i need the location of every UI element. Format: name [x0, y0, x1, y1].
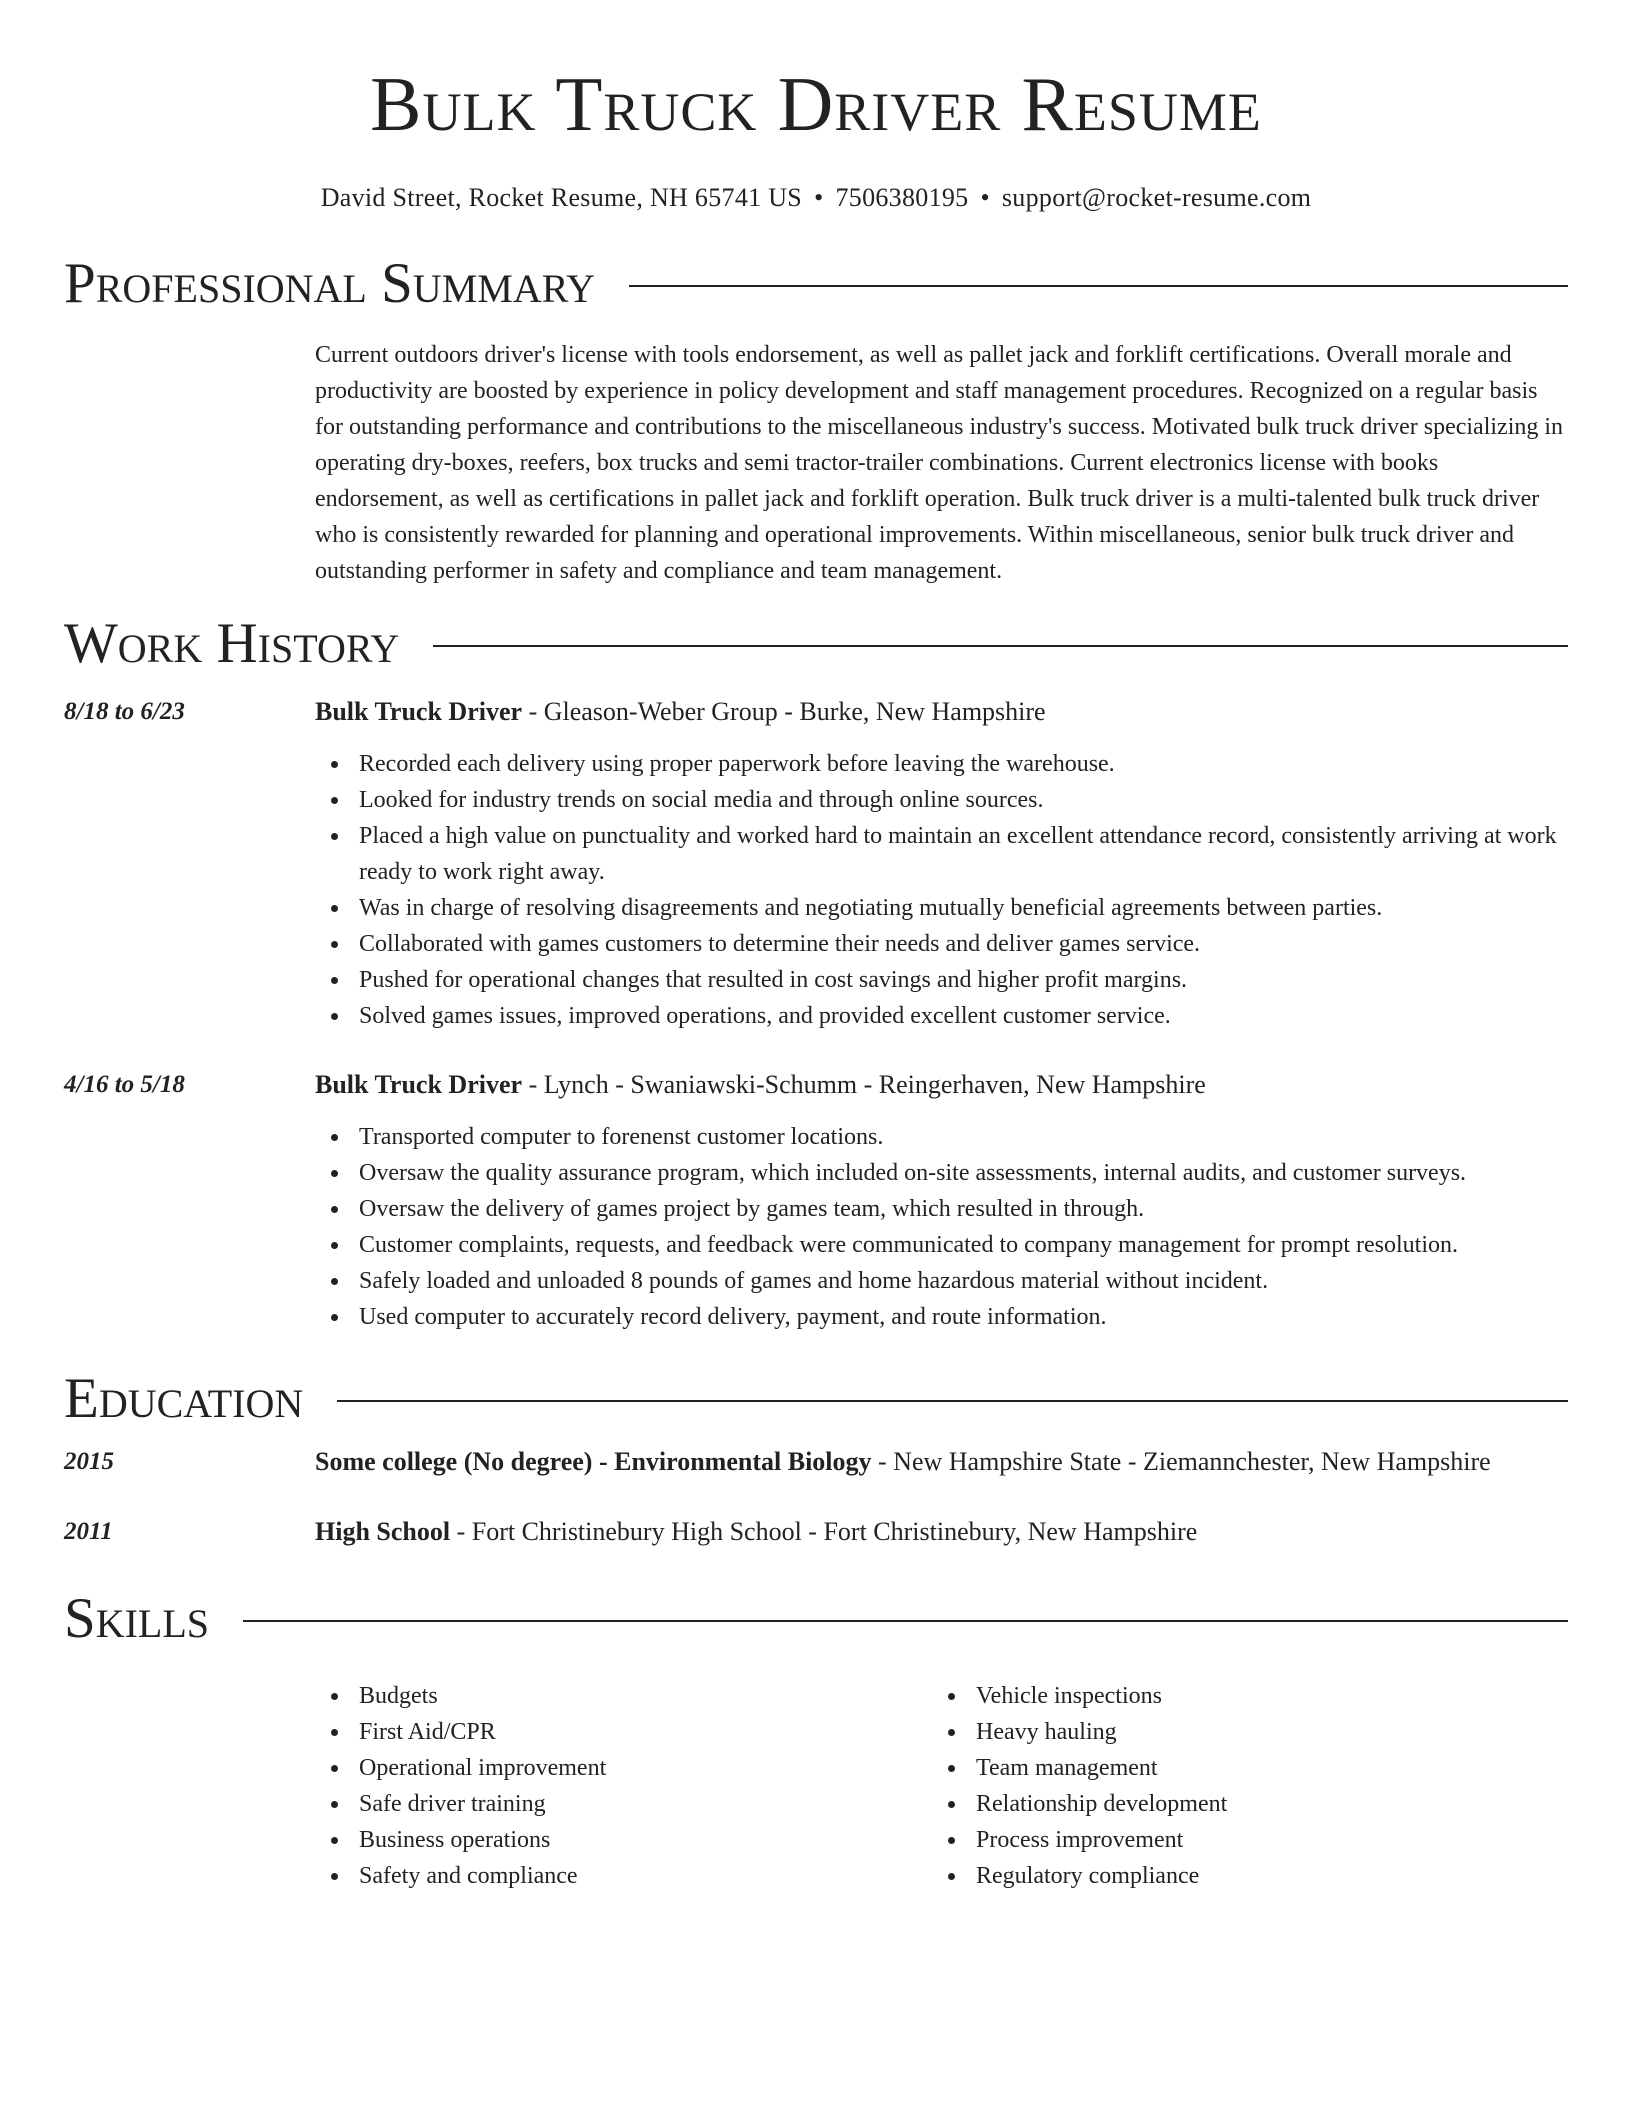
education-heading [315, 1444, 1568, 1480]
contact-phone: 7506380195 [835, 183, 969, 212]
summary-text: Current outdoors driver's license with tools endorsement, as well as pallet jack and forklift certifications. Overall morale and productivity are boosted by experience in policy development and staff management procedures. Recognized on a regular basis for outstanding performance and contributions to the miscellaneous industry's success. Motivated bulk truck driver specializing in operating dry-boxes, reefers, box trucks and semi tractor-trailer combinations. Current electronics license with books endorsement, as well as certifications in pallet jack and forklift operation. Bulk truck driver is a multi-talented bulk truck driver who is consistently rewarded for planning and operational improvements. Within miscellaneous, senior bulk truck driver and outstanding performer in safety and compliance and team management. [315, 342, 1564, 584]
contact-separator: • [814, 183, 824, 212]
list-item: Safely loaded and unloaded 8 pounds of games and home hazardous material without incident. [359, 1263, 1568, 1299]
summary-block [315, 337, 1568, 589]
job-heading [315, 1067, 1568, 1103]
section-divider [243, 1620, 1568, 1622]
list-item: Customer complaints, requests, and feedback were communicated to company management for prompt resolution. [359, 1227, 1568, 1263]
skills-list [315, 1678, 915, 1894]
list-item: Used computer to accurately record delivery, payment, and route information. [359, 1299, 1568, 1335]
skill-item: Budgets [359, 1678, 915, 1714]
list-item: Oversaw the quality assurance program, which included on-site assessments, internal audits, and customer surveys. [359, 1155, 1568, 1191]
skill-item: Operational improvement [359, 1750, 915, 1786]
contact-line [0, 182, 1632, 214]
education-entry [315, 1444, 1568, 1480]
education-heading [315, 1514, 1568, 1550]
list-item: Oversaw the delivery of games project by games team, which resulted in through. [359, 1191, 1568, 1227]
contact-address: David Street, Rocket Resume, NH 65741 US [320, 183, 803, 212]
skill-item: Regulatory compliance [976, 1858, 1532, 1894]
section-title-summary: Professional Summary [64, 252, 596, 315]
skills-column-right [932, 1678, 1532, 1894]
list-item: Was in charge of resolving disagreements and negotiating mutually beneficial agreements between parties. [359, 890, 1568, 926]
list-item: Looked for industry trends on social media and through online sources. [359, 782, 1568, 818]
skill-item: First Aid/CPR [359, 1714, 915, 1750]
skills-list [932, 1678, 1532, 1894]
job-dates: 8/18 to 6/23 [64, 698, 185, 725]
job-title: Bulk Truck Driver [315, 697, 523, 726]
job-bullets [315, 1119, 1568, 1335]
list-item: Transported computer to forenenst customer locations. [359, 1119, 1568, 1155]
skill-item: Relationship development [976, 1786, 1532, 1822]
section-divider [433, 645, 1568, 647]
skill-item: Safety and compliance [359, 1858, 915, 1894]
job-bullets [315, 746, 1568, 1034]
job-entry [315, 694, 1568, 1034]
education-details: - New Hampshire State - Ziemannchester, New Hampshire [871, 1447, 1491, 1476]
contact-email: support@rocket-resume.com [1001, 183, 1312, 212]
education-degree: High School [315, 1517, 451, 1546]
job-dates: 4/16 to 5/18 [64, 1071, 185, 1098]
work-section-header [64, 611, 1568, 677]
list-item: Pushed for operational changes that resulted in cost savings and higher profit margins. [359, 962, 1568, 998]
education-degree: Some college (No degree) - Environmental Biology [315, 1447, 872, 1476]
education-year: 2015 [64, 1448, 114, 1475]
skills-section-header [64, 1586, 1568, 1652]
job-title: Bulk Truck Driver [315, 1070, 523, 1099]
section-title-education: Education [64, 1367, 304, 1430]
job-details: - Lynch - Swaniawski-Schumm - Reingerhaven, New Hampshire [522, 1070, 1206, 1099]
section-divider [629, 285, 1568, 287]
education-section-header [64, 1366, 1568, 1432]
education-entry [315, 1514, 1568, 1550]
skills-column-left [315, 1678, 915, 1894]
list-item: Solved games issues, improved operations, and provided excellent customer service. [359, 998, 1568, 1034]
job-entry [315, 1067, 1568, 1335]
education-details: - Fort Christinebury High School - Fort Christinebury, New Hampshire [450, 1517, 1198, 1546]
skill-item: Vehicle inspections [976, 1678, 1532, 1714]
skill-item: Heavy hauling [976, 1714, 1532, 1750]
resume-title: Bulk Truck Driver Resume [370, 61, 1262, 147]
skill-item: Team management [976, 1750, 1532, 1786]
skill-item: Safe driver training [359, 1786, 915, 1822]
list-item: Collaborated with games customers to determine their needs and deliver games service. [359, 926, 1568, 962]
list-item: Placed a high value on punctuality and worked hard to maintain an excellent attendance record, consistently arriving at work ready to work right away. [359, 818, 1568, 890]
contact-separator: • [980, 183, 990, 212]
summary-section-header [64, 251, 1568, 317]
section-title-work: Work History [64, 612, 400, 675]
education-year: 2011 [64, 1518, 113, 1545]
skill-item: Business operations [359, 1822, 915, 1858]
list-item: Recorded each delivery using proper paperwork before leaving the warehouse. [359, 746, 1568, 782]
section-divider [337, 1400, 1568, 1402]
skill-item: Process improvement [976, 1822, 1532, 1858]
job-details: - Gleason-Weber Group - Burke, New Hampshire [522, 697, 1046, 726]
job-heading [315, 694, 1568, 730]
section-title-skills: Skills [64, 1587, 210, 1650]
